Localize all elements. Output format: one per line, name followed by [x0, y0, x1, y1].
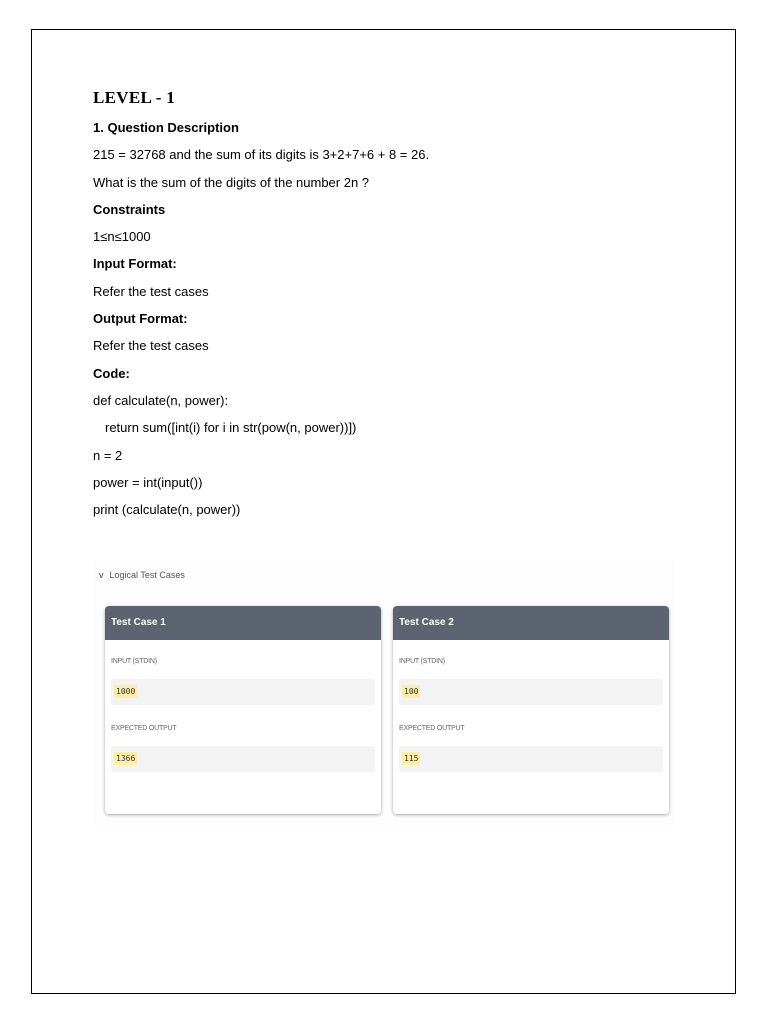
- test-case-card: [105, 606, 381, 814]
- code-line: print (calculate(n, power)): [93, 502, 241, 518]
- chevron-down-icon: v: [99, 570, 104, 580]
- question-text-line: What is the sum of the digits of the number 2n ?: [93, 174, 370, 190]
- document-body: [93, 86, 693, 523]
- output-box: [111, 746, 375, 772]
- expected-output-label: EXPECTED OUTPUT: [399, 725, 465, 732]
- test-cases-toggle[interactable]: [99, 570, 185, 580]
- expected-output-label: EXPECTED OUTPUT: [111, 725, 177, 732]
- question-heading: 1. Question Description: [93, 120, 239, 135]
- input-label: INPUT (STDIN): [111, 658, 157, 665]
- code-heading: Code:: [93, 365, 130, 381]
- output-value: 1366: [116, 754, 136, 763]
- test-case-card: [393, 606, 669, 814]
- test-cases-screenshot: [93, 560, 675, 825]
- output-box: [399, 746, 663, 772]
- input-box: [111, 679, 375, 705]
- code-line: return sum([int(i) for i in str(pow(n, power))]): [105, 420, 357, 436]
- output-value: 115: [404, 754, 419, 763]
- test-case-title: Test Case 2: [393, 606, 669, 640]
- code-line: power = int(input()): [93, 474, 203, 490]
- input-format-text: Refer the test cases: [93, 283, 209, 299]
- input-value: 1000: [116, 687, 136, 696]
- constraints-text: 1≤n≤1000: [93, 229, 151, 245]
- input-box: [399, 679, 663, 705]
- code-line: def calculate(n, power):: [93, 392, 229, 408]
- input-label: INPUT (STDIN): [399, 658, 445, 665]
- test-case-title: Test Case 1: [105, 606, 381, 640]
- input-format-heading: Input Format:: [93, 256, 177, 272]
- constraints-heading: Constraints: [93, 201, 166, 217]
- level-title: LEVEL - 1: [93, 88, 176, 107]
- output-format-heading: Output Format:: [93, 311, 188, 327]
- test-cases-label: Logical Test Cases: [109, 570, 185, 580]
- input-value: 100: [404, 687, 419, 696]
- question-text-line: 215 = 32768 and the sum of its digits is 3+2+7+6 + 8 = 26.: [93, 147, 430, 163]
- output-format-text: Refer the test cases: [93, 338, 209, 354]
- code-line: n = 2: [93, 447, 123, 463]
